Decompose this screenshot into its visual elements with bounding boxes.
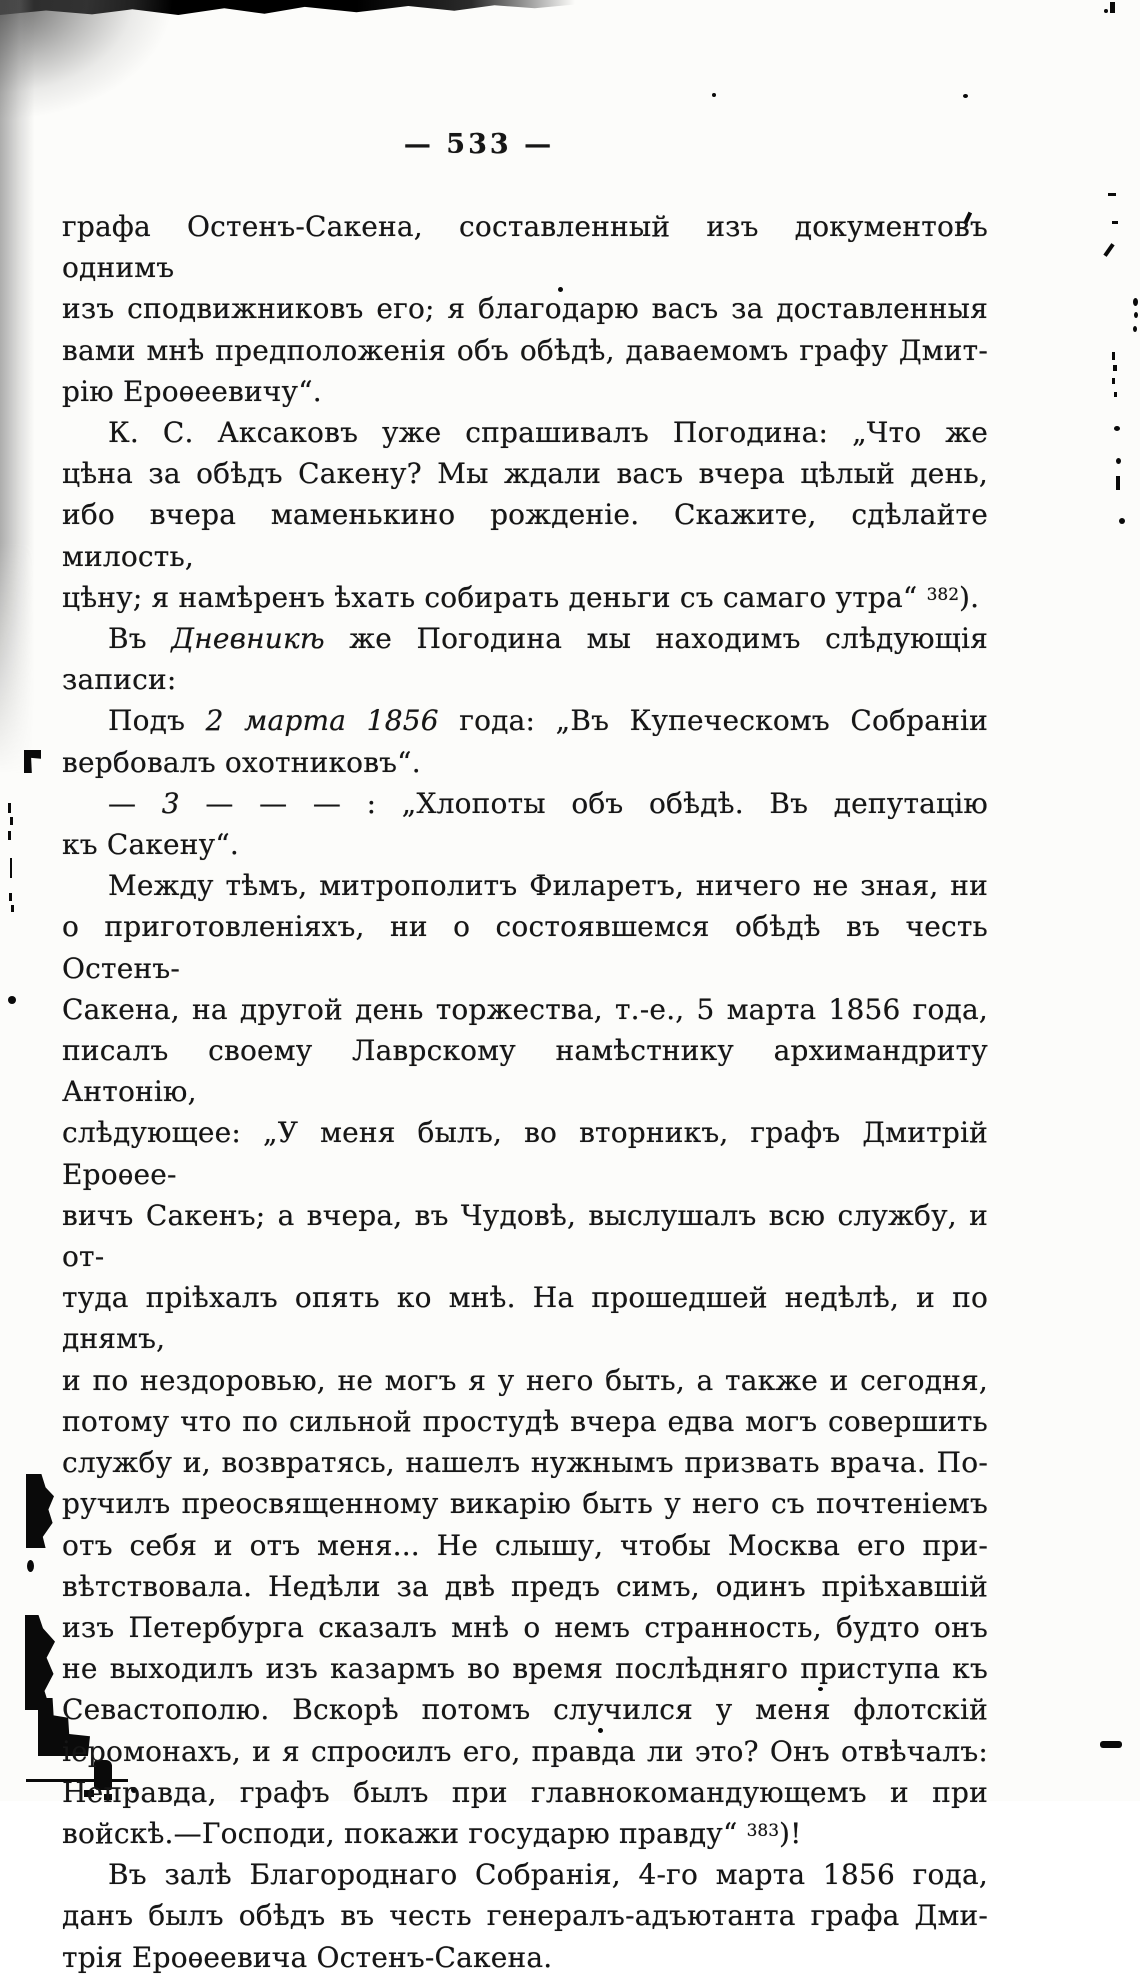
scan-speck bbox=[11, 905, 14, 912]
scan-blotch bbox=[26, 1474, 54, 1548]
text-line: трія Ероѳеевича Остенъ-Сакена. bbox=[62, 1940, 553, 1974]
scan-speck bbox=[10, 817, 13, 825]
scan-speck bbox=[1114, 392, 1117, 397]
text-line: потому что по сильной простудѣ вчера едва могъ совершить bbox=[62, 1404, 988, 1438]
text-line: изъ Петербурга сказалъ мнѣ о немъ странность, будто онъ bbox=[62, 1610, 988, 1644]
text-line: Въ залѣ Благороднаго Собранія, 4-го марта 1856 года, bbox=[108, 1858, 988, 1892]
text-line: цѣна за обѣдъ Сакену? Мы ждали васъ вчера цѣлый день, bbox=[62, 457, 988, 491]
text-line: не выходилъ изъ казармъ во время послѣдняго приступа къ bbox=[62, 1652, 988, 1686]
text-line: туда пріѣхалъ опять ко мнѣ. На прошедшей недѣлѣ, и по днямъ, bbox=[62, 1281, 988, 1356]
scan-speck bbox=[1113, 365, 1117, 371]
text-line: графа Остенъ-Сакена, составленный изъ документовъ однимъ bbox=[62, 210, 988, 285]
text-line: Между тѣмъ, митрополитъ Филаретъ, ничего не зная, ни bbox=[108, 869, 988, 903]
text-line: и по нездоровью, не могъ я у него быть, а также и сегодня, bbox=[62, 1363, 988, 1397]
scan-speck bbox=[1110, 2, 1115, 13]
scan-speck bbox=[27, 1560, 34, 1572]
text-line: К. С. Аксаковъ уже спрашивалъ Погодина: „Что же bbox=[108, 416, 988, 450]
scan-speck bbox=[9, 893, 12, 901]
scan-speck bbox=[1112, 352, 1115, 360]
scan-speck bbox=[10, 858, 12, 878]
scan-speck bbox=[1114, 426, 1120, 431]
scan-speck bbox=[1116, 476, 1120, 490]
scan-speck bbox=[1103, 243, 1114, 257]
text-line: Подъ 2 марта 1856 года: „Въ Купеческомъ Собраніи bbox=[108, 704, 988, 738]
text-line: къ Сакену“. bbox=[62, 828, 239, 862]
scan-speck bbox=[1134, 312, 1138, 318]
text-line: ибо вчера маменькино рожденіе. Скажите, сдѣлайте милость, bbox=[62, 498, 988, 573]
scan-speck bbox=[1112, 378, 1115, 384]
text-line: Въ Дневникѣ же Погодина мы находимъ слѣдующія записи: bbox=[62, 622, 988, 697]
text-line: о приготовленіяхъ, ни о состоявшемся обѣдѣ въ честь Остенъ- bbox=[62, 910, 988, 985]
text-line: войскѣ.—Господи, покажи государю правду“ $^{383}$)! bbox=[62, 1816, 802, 1850]
text-line: вами мнѣ предположенія объ обѣдѣ, даваемомъ графу Дмит- bbox=[62, 333, 988, 367]
scan-blotch bbox=[25, 1615, 55, 1710]
scan-speck bbox=[8, 803, 11, 813]
scan-speck bbox=[1100, 1741, 1122, 1748]
page-number: — 533 — bbox=[403, 129, 555, 160]
text-line: данъ былъ обѣдъ въ честь генералъ-адъютанта графа Дми- bbox=[62, 1899, 988, 1933]
text-line: іеромонахъ, и я спросилъ его, правда ли это? Онъ отвѣчалъ: bbox=[62, 1734, 988, 1768]
scan-speck bbox=[1119, 518, 1125, 524]
text-line: Севастополю. Вскорѣ потомъ случился у меня флотскій bbox=[62, 1693, 988, 1727]
text-line: службу и, возвратясь, нашелъ нужнымъ призвать врача. По- bbox=[62, 1446, 988, 1480]
scan-speck bbox=[8, 996, 16, 1004]
scan-speck bbox=[1112, 221, 1118, 224]
text-line: Сакена, на другой день торжества, т.-е., 5 марта 1856 года, bbox=[62, 992, 988, 1026]
scan-speck bbox=[1133, 298, 1138, 306]
text-line: — 3 — — — : „Хлопоты объ обѣдѣ. Въ депутацію bbox=[108, 786, 988, 820]
text-line: ручилъ преосвященному викарію быть у него съ почтеніемъ bbox=[62, 1487, 988, 1521]
scan-speck bbox=[963, 94, 968, 98]
scan-speck bbox=[712, 93, 716, 97]
scan-binding-shadow bbox=[0, 0, 36, 775]
text-line: вѣтствовала. Недѣли за двѣ предъ симъ, одинъ пріѣхавшій bbox=[62, 1569, 988, 1603]
text-block bbox=[62, 206, 988, 1978]
text-line: рію Ероѳеевичу“. bbox=[62, 374, 322, 408]
scan-speck bbox=[1104, 9, 1108, 13]
text-line: изъ сподвижниковъ его; я благодарю васъ за доставленныя bbox=[62, 292, 988, 326]
text-line: цѣну; я намѣренъ ѣхать собирать деньги съ самаго утра“ $^{382}$). bbox=[62, 580, 980, 614]
scan-speck bbox=[8, 831, 11, 840]
text-line: вичъ Сакенъ; а вчера, въ Чудовѣ, выслушалъ всю службу, и от- bbox=[62, 1198, 988, 1274]
text-line: писалъ своему Лаврскому намѣстнику архимандриту Антонію, bbox=[62, 1034, 988, 1109]
text-line: слѣдующее: „У меня былъ, во вторникъ, графъ Дмитрій Ероѳее- bbox=[62, 1116, 988, 1191]
text-line: вербовалъ охотниковъ“. bbox=[62, 745, 421, 779]
scan-speck bbox=[1108, 193, 1116, 196]
scan-speck bbox=[1116, 458, 1121, 464]
scan-speck bbox=[1133, 326, 1137, 332]
text-line: отъ себя и отъ меня... Не слышу, чтобы Москва его при- bbox=[62, 1528, 988, 1562]
text-line: Неправда, графъ былъ при главнокомандующемъ и при bbox=[62, 1775, 988, 1809]
